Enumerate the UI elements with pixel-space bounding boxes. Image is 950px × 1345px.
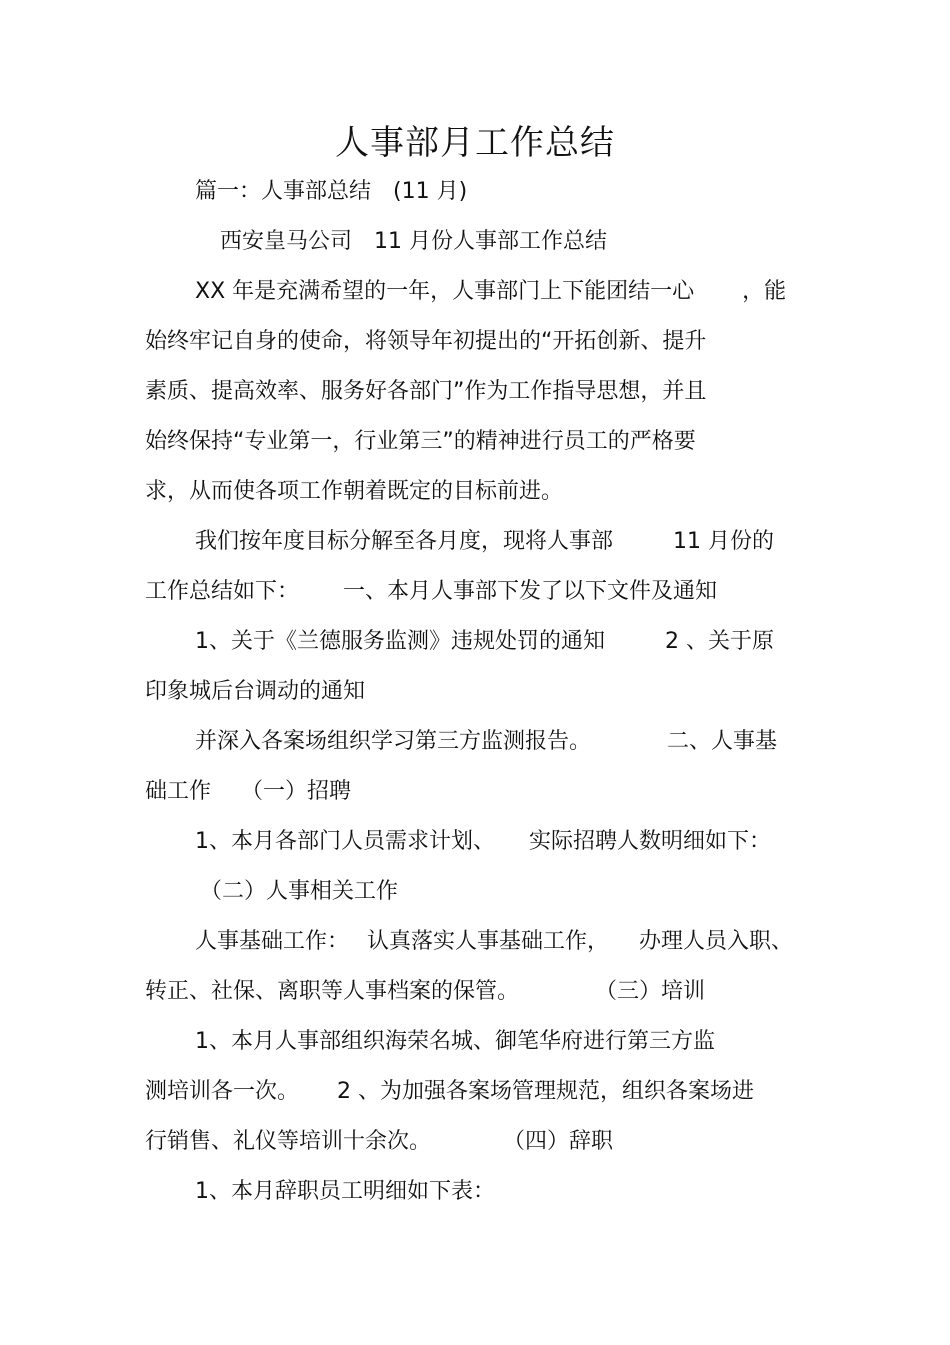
text-segment: 1、关于《兰德服务监测》违规处罚的通知	[195, 629, 605, 654]
text-segment: 并深入各案场组织学习第三方监测报告。	[195, 729, 592, 754]
paragraph-line	[195, 276, 786, 308]
text-segment: 认真落实人事基础工作，	[367, 929, 610, 954]
text-segment: （四）辞职	[503, 1129, 614, 1154]
text-segment: 转正、社保、离职等人事档案的保管。	[145, 979, 520, 1004]
section-heading	[195, 176, 467, 208]
paragraph-line	[195, 926, 793, 958]
paragraph-line	[145, 576, 717, 608]
paragraph-line: 始终牢记自身的使命，将领导年初提出的“开拓创新、提升	[145, 329, 707, 354]
document-title: 人事部月工作总结	[335, 123, 615, 163]
subsection-heading: （二）人事相关工作	[200, 879, 399, 904]
paragraph-line: 1、本月人事部组织海荣名城、御笔华府进行第三方监	[195, 1029, 715, 1054]
paragraph-line	[145, 1126, 613, 1158]
paragraph-line: 印象城后台调动的通知	[145, 679, 366, 704]
paragraph-line: 1、本月辞职员工明细如下表：	[195, 1179, 495, 1204]
text-segment: (11 月)	[393, 179, 468, 204]
paragraph-line	[195, 726, 777, 758]
subheading	[220, 226, 607, 258]
text-segment: ，能	[742, 279, 787, 304]
paragraph-line: 素质、提高效率、服务好各部门”作为工作指导思想，并且	[145, 379, 707, 404]
text-segment: 1、本月各部门人员需求计划、	[195, 829, 495, 854]
paragraph-line	[195, 826, 771, 858]
text-segment: 础工作	[145, 779, 212, 804]
text-segment: 实际招聘人数明细如下：	[529, 829, 772, 854]
paragraph-line	[195, 626, 774, 658]
text-segment: （三）培训	[595, 979, 706, 1004]
text-segment: 2 、关于原	[665, 629, 774, 654]
text-segment: 办理人员入职、	[639, 929, 794, 954]
paragraph-line: 始终保持“专业第一，行业第三”的精神进行员工的严格要	[145, 429, 696, 454]
text-segment: 2 、为加强各案场管理规范，组织各案场进	[337, 1079, 755, 1104]
paragraph-line	[145, 976, 705, 1008]
text-segment: 我们按年度目标分解至各月度，现将人事部	[195, 529, 614, 554]
text-segment: 11 月份人事部工作总结	[374, 229, 608, 254]
text-segment: 一、本月人事部下发了以下文件及通知	[343, 579, 718, 604]
text-segment: 测培训各一次。	[145, 1079, 300, 1104]
text-segment: 人事基础工作：	[195, 929, 350, 954]
paragraph-line	[145, 1076, 754, 1108]
text-segment: 篇一：人事部总结	[195, 179, 372, 204]
paragraph-line	[145, 776, 351, 808]
text-segment: 工作总结如下：	[145, 579, 300, 604]
text-segment: 西安皇马公司	[220, 229, 353, 254]
text-segment: 二、人事基	[667, 729, 778, 754]
text-segment: XX 年是充满希望的一年，人事部门上下能团结一心	[195, 279, 695, 304]
text-segment: 11 月份的	[673, 529, 775, 554]
text-segment: 行销售、礼仪等培训十余次。	[145, 1129, 432, 1154]
paragraph-line: 求，从而使各项工作朝着既定的目标前进。	[145, 479, 564, 504]
text-segment: （一）招聘	[241, 779, 352, 804]
paragraph-line	[195, 526, 774, 558]
